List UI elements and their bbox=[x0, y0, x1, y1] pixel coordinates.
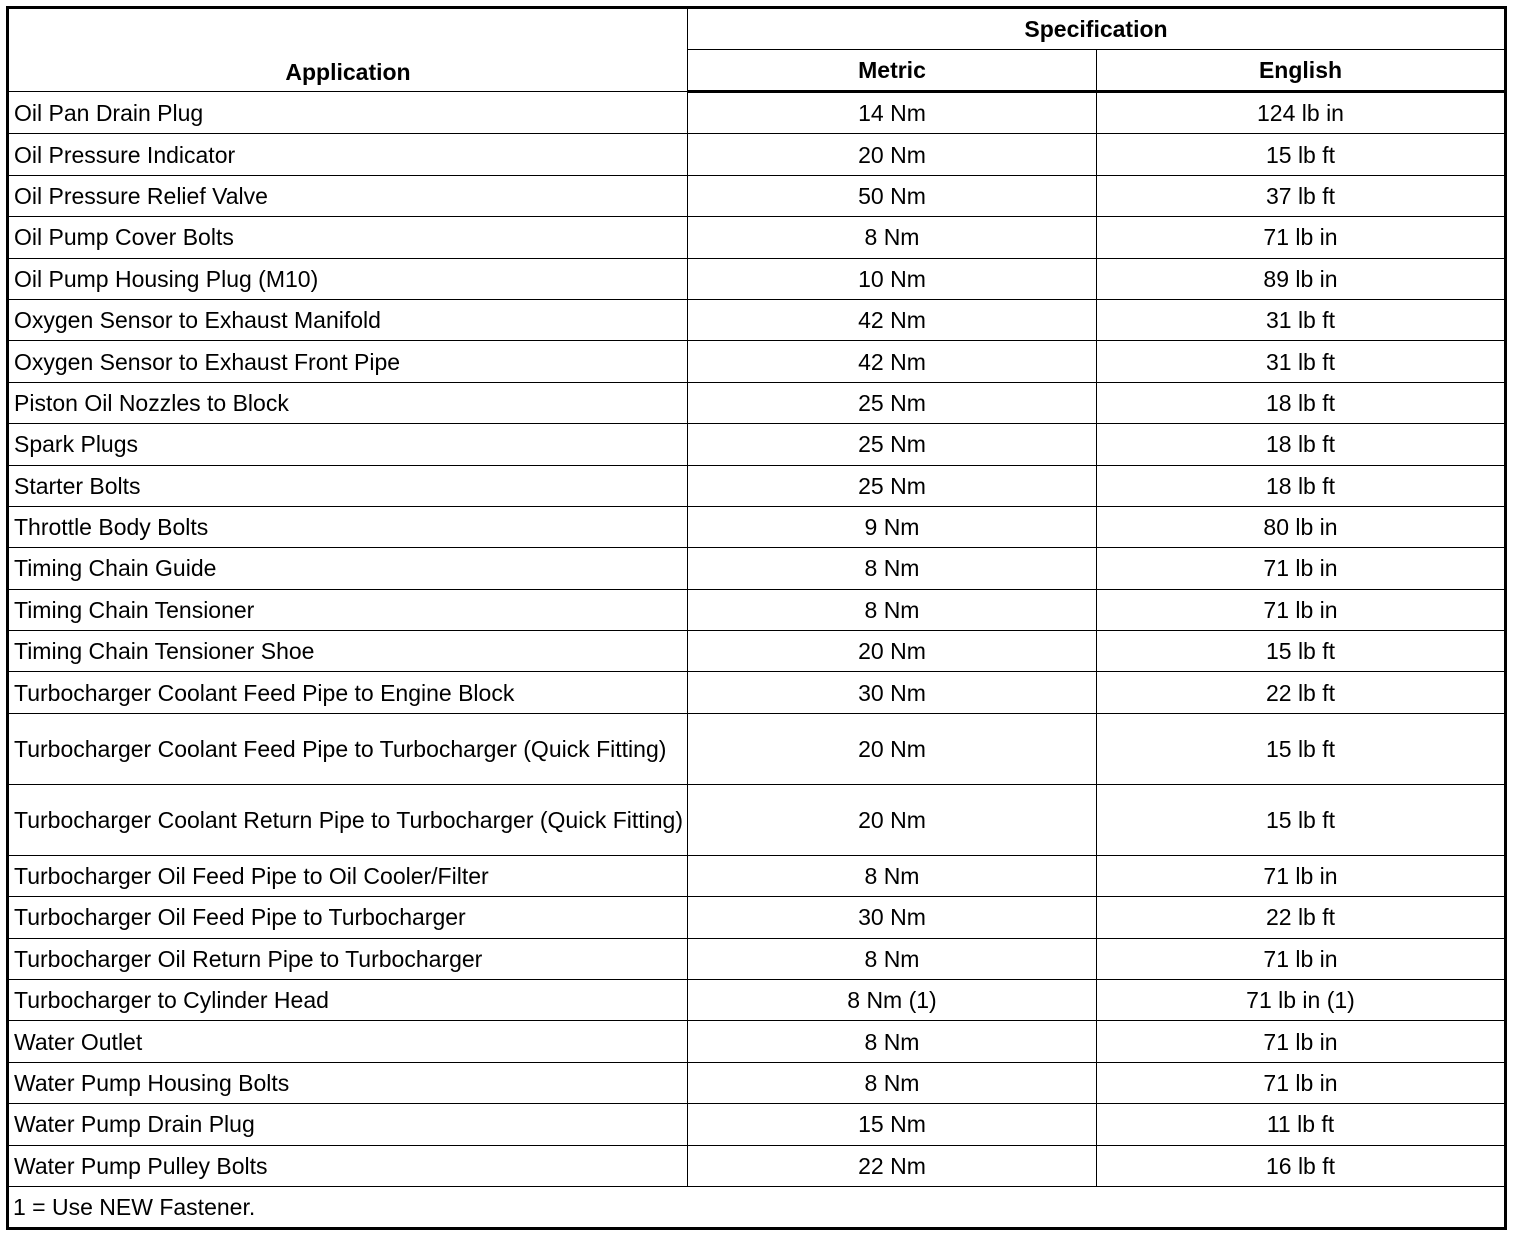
application-cell: Oil Pump Housing Plug (M10) bbox=[8, 258, 688, 299]
english-cell: 80 lb in bbox=[1097, 506, 1506, 547]
application-cell: Timing Chain Guide bbox=[8, 548, 688, 589]
english-cell: 15 lb ft bbox=[1097, 713, 1506, 784]
metric-cell: 50 Nm bbox=[688, 175, 1097, 216]
metric-header: Metric bbox=[688, 50, 1097, 92]
metric-cell: 20 Nm bbox=[688, 631, 1097, 672]
application-cell: Throttle Body Bolts bbox=[8, 506, 688, 547]
english-cell: 18 lb ft bbox=[1097, 424, 1506, 465]
metric-cell: 20 Nm bbox=[688, 784, 1097, 855]
english-cell: 71 lb in bbox=[1097, 1021, 1506, 1062]
application-cell: Turbocharger Oil Feed Pipe to Oil Cooler/Filter bbox=[8, 855, 688, 896]
metric-cell: 22 Nm bbox=[688, 1145, 1097, 1186]
english-cell: 31 lb ft bbox=[1097, 299, 1506, 340]
application-cell: Turbocharger to Cylinder Head bbox=[8, 980, 688, 1021]
english-cell: 22 lb ft bbox=[1097, 672, 1506, 713]
table-row bbox=[8, 672, 1506, 713]
application-cell: Water Pump Drain Plug bbox=[8, 1104, 688, 1145]
table-row bbox=[8, 341, 1506, 382]
table-body bbox=[8, 92, 1506, 1187]
english-cell: 37 lb ft bbox=[1097, 175, 1506, 216]
english-cell: 71 lb in bbox=[1097, 217, 1506, 258]
metric-cell: 8 Nm (1) bbox=[688, 980, 1097, 1021]
application-cell: Oil Pump Cover Bolts bbox=[8, 217, 688, 258]
table-row bbox=[8, 175, 1506, 216]
english-cell: 124 lb in bbox=[1097, 92, 1506, 134]
table-row bbox=[8, 217, 1506, 258]
table-row bbox=[8, 1021, 1506, 1062]
table-row bbox=[8, 92, 1506, 134]
english-cell: 15 lb ft bbox=[1097, 134, 1506, 175]
footnote-row bbox=[8, 1186, 1506, 1228]
application-cell: Oil Pressure Relief Valve bbox=[8, 175, 688, 216]
application-cell: Spark Plugs bbox=[8, 424, 688, 465]
english-cell: 71 lb in bbox=[1097, 938, 1506, 979]
table-row bbox=[8, 938, 1506, 979]
table-row bbox=[8, 548, 1506, 589]
english-cell: 15 lb ft bbox=[1097, 784, 1506, 855]
metric-cell: 25 Nm bbox=[688, 382, 1097, 423]
application-cell: Oil Pan Drain Plug bbox=[8, 92, 688, 134]
footnote: 1 = Use NEW Fastener. bbox=[8, 1186, 1506, 1228]
metric-cell: 8 Nm bbox=[688, 855, 1097, 896]
english-cell: 22 lb ft bbox=[1097, 897, 1506, 938]
application-cell: Timing Chain Tensioner Shoe bbox=[8, 631, 688, 672]
table-row bbox=[8, 1145, 1506, 1186]
application-cell: Timing Chain Tensioner bbox=[8, 589, 688, 630]
english-cell: 71 lb in bbox=[1097, 589, 1506, 630]
english-cell: 71 lb in bbox=[1097, 855, 1506, 896]
metric-cell: 25 Nm bbox=[688, 424, 1097, 465]
table-row bbox=[8, 382, 1506, 423]
metric-cell: 8 Nm bbox=[688, 938, 1097, 979]
application-cell: Water Pump Housing Bolts bbox=[8, 1062, 688, 1103]
table-row bbox=[8, 589, 1506, 630]
application-cell: Turbocharger Oil Feed Pipe to Turbocharger bbox=[8, 897, 688, 938]
table-row bbox=[8, 631, 1506, 672]
table-row bbox=[8, 1062, 1506, 1103]
metric-cell: 8 Nm bbox=[688, 1021, 1097, 1062]
english-cell: 71 lb in (1) bbox=[1097, 980, 1506, 1021]
english-cell: 71 lb in bbox=[1097, 548, 1506, 589]
metric-cell: 20 Nm bbox=[688, 134, 1097, 175]
table-row bbox=[8, 134, 1506, 175]
table-row bbox=[8, 784, 1506, 855]
english-header: English bbox=[1097, 50, 1506, 92]
english-cell: 31 lb ft bbox=[1097, 341, 1506, 382]
metric-cell: 42 Nm bbox=[688, 341, 1097, 382]
metric-cell: 8 Nm bbox=[688, 548, 1097, 589]
metric-cell: 8 Nm bbox=[688, 589, 1097, 630]
application-cell: Turbocharger Oil Return Pipe to Turbocharger bbox=[8, 938, 688, 979]
application-cell: Turbocharger Coolant Feed Pipe to Engine Block bbox=[8, 672, 688, 713]
specification-header: Specification bbox=[688, 8, 1506, 50]
metric-cell: 8 Nm bbox=[688, 1062, 1097, 1103]
application-cell: Starter Bolts bbox=[8, 465, 688, 506]
metric-cell: 20 Nm bbox=[688, 713, 1097, 784]
table-row bbox=[8, 713, 1506, 784]
metric-cell: 42 Nm bbox=[688, 299, 1097, 340]
table-row bbox=[8, 1104, 1506, 1145]
metric-cell: 30 Nm bbox=[688, 672, 1097, 713]
metric-cell: 8 Nm bbox=[688, 217, 1097, 258]
application-header: Application bbox=[8, 8, 688, 92]
english-cell: 18 lb ft bbox=[1097, 465, 1506, 506]
table-row bbox=[8, 465, 1506, 506]
table-row bbox=[8, 424, 1506, 465]
english-cell: 89 lb in bbox=[1097, 258, 1506, 299]
metric-cell: 25 Nm bbox=[688, 465, 1097, 506]
table-row bbox=[8, 897, 1506, 938]
application-cell: Piston Oil Nozzles to Block bbox=[8, 382, 688, 423]
application-cell: Water Pump Pulley Bolts bbox=[8, 1145, 688, 1186]
english-cell: 71 lb in bbox=[1097, 1062, 1506, 1103]
metric-cell: 10 Nm bbox=[688, 258, 1097, 299]
table-row bbox=[8, 980, 1506, 1021]
english-cell: 11 lb ft bbox=[1097, 1104, 1506, 1145]
application-cell: Turbocharger Coolant Return Pipe to Turbocharger (Quick Fitting) bbox=[8, 784, 688, 855]
table-row bbox=[8, 299, 1506, 340]
application-cell: Oxygen Sensor to Exhaust Manifold bbox=[8, 299, 688, 340]
table-row bbox=[8, 855, 1506, 896]
metric-cell: 9 Nm bbox=[688, 506, 1097, 547]
application-cell: Water Outlet bbox=[8, 1021, 688, 1062]
application-cell: Oxygen Sensor to Exhaust Front Pipe bbox=[8, 341, 688, 382]
table-row bbox=[8, 506, 1506, 547]
torque-spec-table bbox=[6, 6, 1507, 1230]
application-cell: Oil Pressure Indicator bbox=[8, 134, 688, 175]
application-cell: Turbocharger Coolant Feed Pipe to Turbocharger (Quick Fitting) bbox=[8, 713, 688, 784]
metric-cell: 30 Nm bbox=[688, 897, 1097, 938]
english-cell: 15 lb ft bbox=[1097, 631, 1506, 672]
header-row-1 bbox=[8, 8, 1506, 50]
english-cell: 18 lb ft bbox=[1097, 382, 1506, 423]
english-cell: 16 lb ft bbox=[1097, 1145, 1506, 1186]
metric-cell: 14 Nm bbox=[688, 92, 1097, 134]
metric-cell: 15 Nm bbox=[688, 1104, 1097, 1145]
table-row bbox=[8, 258, 1506, 299]
